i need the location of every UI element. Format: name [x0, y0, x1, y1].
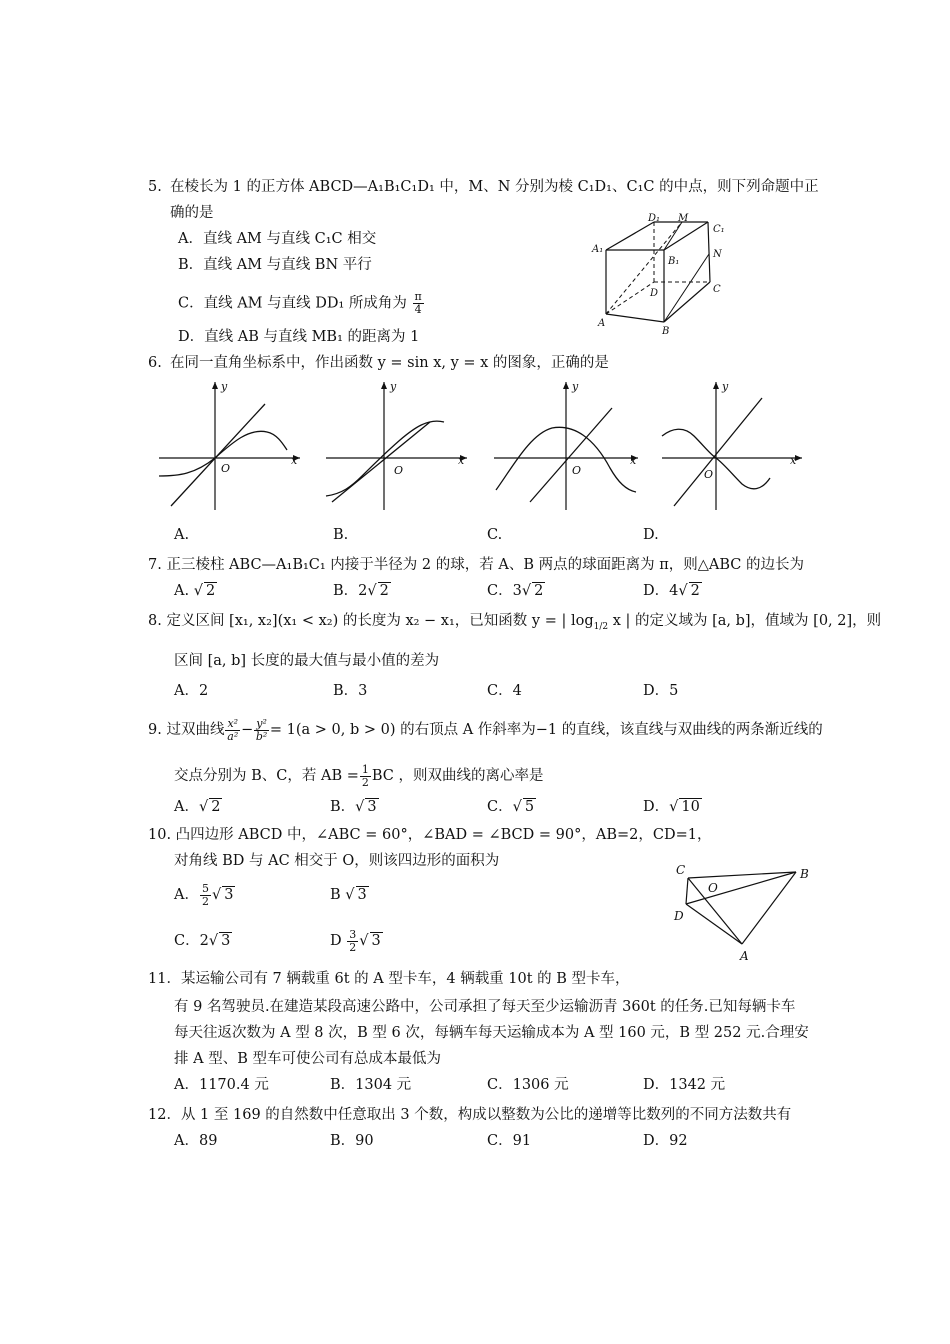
origin-label: O: [394, 464, 404, 477]
fraction: $\frac{\text{y²}}{\text{b²}}$: [255, 716, 268, 743]
q7-option-b: B．2√ 2: [333, 583, 389, 599]
pi-over-4: $\frac{\pi}{4}$: [414, 290, 422, 316]
q6-option-b: B.: [333, 527, 349, 543]
q5-number: 5.: [148, 179, 162, 195]
q9-stem-line1: 9. 过双曲线 $\frac{\text{x²}}{\text{a²}}$ − $\frac{\text{y²}}{\text{b²}}$ = 1(a > 0, b > 0) 的右顶点 A 作斜率为−1 的直线，该直线与双曲线的两条渐近线的: [148, 716, 823, 743]
y-axis-label: y: [390, 380, 397, 393]
x-axis-label: x: [630, 454, 637, 467]
origin-label: O: [221, 462, 231, 475]
fraction: $\frac{\text{x²}}{\text{a²}}$: [227, 716, 239, 743]
cube-label: A₁: [592, 244, 604, 255]
radicand: 3: [371, 933, 381, 949]
cube-label: D₁: [648, 213, 661, 224]
quadrilateral-figure: [668, 858, 818, 968]
q11-stem-line1: 11．某运输公司有 7 辆载重 6t 的 A 型卡车，4 辆载重 10t 的 B 型卡车，: [148, 971, 630, 987]
q9-stem-line2: 交点分别为 B、C，若 AB = $\frac{1}{2}$ BC ，则双曲线的离心率是: [174, 762, 544, 789]
q10-stem-line1: 10. 凸四边形 ABCD 中，∠ABC = 60°，∠BAD = ∠BCD = 90°，AB=2，CD=1，: [148, 827, 712, 843]
q8-option-d: D．5: [643, 683, 679, 699]
q10-option-c: C．2√ 3: [174, 933, 231, 949]
radicand: 3: [224, 887, 234, 903]
graph-d: [658, 378, 808, 514]
cube-label: N: [713, 249, 722, 260]
y-axis-label: y: [221, 380, 228, 393]
q11-stem-line2: 有 9 名驾驶员.在建造某段高速公路中，公司承担了每天至少运输沥青 360t 的任务.已知每辆卡车: [174, 999, 796, 1015]
q12-option-c: C．91: [487, 1133, 532, 1149]
q7-option-a: A. √ 2: [174, 583, 216, 599]
x-axis-label: x: [291, 454, 298, 467]
graph-b: [322, 378, 472, 514]
cube-label: C₁: [713, 224, 725, 235]
q8-option-c: C．4: [487, 683, 522, 699]
cube-label: A: [598, 318, 606, 329]
q10-stem-line2: 对角线 BD 与 AC 相交于 O，则该四边形的面积为: [174, 853, 500, 869]
radicand: 3: [221, 933, 231, 949]
q11-stem-line4: 排 A 型、B 型车可使公司有总成本最低为: [174, 1051, 441, 1067]
fraction: $\frac{5}{2}$: [201, 881, 209, 908]
q12-stem: 12．从 1 至 169 的自然数中任意取出 3 个数，构成以整数为公比的递增等比数列的不同方法数共有: [148, 1107, 792, 1123]
one-half: $\frac{1}{2}$: [361, 762, 369, 789]
quad-label: A: [740, 949, 749, 963]
q7-option-c: C．3√ 2: [487, 583, 544, 599]
q7-stem: 7. 正三棱柱 ABC—A₁B₁C₁ 内接于半径为 2 的球，若 A、B 两点的球面距离为 π，则△ABC 的边长为: [148, 557, 804, 573]
q5-stem-line2: 确的是: [170, 205, 214, 221]
q7-option-d: D．4√ 2: [643, 583, 700, 599]
radicand: 2: [205, 583, 216, 599]
q6-option-c: C.: [487, 527, 503, 543]
y-axis-label: y: [722, 380, 729, 393]
q11-option-c: C．1306 元: [487, 1077, 569, 1093]
cube-label: B: [662, 326, 670, 337]
q11-option-a: A．1170.4 元: [174, 1077, 269, 1093]
q10-option-d: D $\frac{3}{2}$ √ 3: [330, 927, 381, 954]
q6-stem: 在同一直角坐标系中，作出函数 y = sin x, y = x 的图象，正确的是: [170, 355, 609, 371]
q11-option-d: D．1342 元: [643, 1077, 726, 1093]
graph-c: [490, 378, 642, 514]
radicand: 2: [690, 583, 700, 599]
origin-label: O: [572, 464, 582, 477]
fraction: $\frac{3}{2}$: [349, 927, 357, 954]
q11-stem-line3: 每天往返次数为 A 型 8 次，B 型 6 次，每辆车每天运输成本为 A 型 160 元，B 型 252 元.合理安: [174, 1025, 809, 1041]
origin-label: O: [704, 468, 714, 481]
q8-option-b: B．3: [333, 683, 368, 699]
q9-option-a: A．√ 2: [174, 799, 221, 815]
quad-label: B: [800, 867, 809, 881]
quad-label: O: [708, 881, 718, 895]
x-axis-label: x: [458, 454, 465, 467]
q8-stem-line2: 区间 [a, b] 长度的最大值与最小值的差为: [174, 653, 440, 669]
q5-option-a: A．直线 AM 与直线 C₁C 相交: [178, 231, 377, 247]
q9-option-b: B．√ 3: [330, 799, 377, 815]
q10-option-b: B √ 3: [330, 887, 367, 903]
q12-option-a: A．89: [174, 1133, 218, 1149]
q12-option-b: B．90: [330, 1133, 374, 1149]
radicand: 5: [524, 799, 535, 815]
q5-option-c: [178, 291, 425, 316]
cube-label: C: [713, 284, 721, 295]
radicand: 2: [379, 583, 389, 599]
q5-option-b: B．直线 AM 与直线 BN 平行: [178, 257, 372, 273]
cube-label: D: [650, 288, 659, 299]
radicand: 3: [367, 799, 377, 815]
q8-option-a: A．2: [174, 683, 209, 699]
q6-option-d: D.: [643, 527, 659, 543]
q6-number: 6.: [148, 355, 162, 371]
cube-label: M: [678, 213, 689, 224]
q5-stem-line1: 在棱长为 1 的正方体 ABCD—A₁B₁C₁D₁ 中，M、N 分别为棱 C₁D₁、C₁C 的中点，则下列命题中正: [170, 179, 819, 195]
radicand: 2: [534, 583, 544, 599]
q6-option-a: A.: [174, 527, 190, 543]
radicand: 2: [211, 799, 221, 815]
q9-option-c: C．√ 5: [487, 799, 535, 815]
cube-figure: [590, 212, 740, 342]
q10-option-a: A． $\frac{5}{2}$ √ 3: [174, 881, 234, 908]
cube-label: B₁: [668, 256, 680, 267]
radicand: 10: [681, 799, 700, 815]
radicand: 3: [357, 887, 367, 903]
q5-option-d: D．直线 AB 与直线 MB₁ 的距离为 1: [178, 329, 420, 345]
q12-option-d: D．92: [643, 1133, 688, 1149]
graph-a: [155, 378, 305, 514]
x-axis-label: x: [790, 454, 797, 467]
q8-stem-line1: 8. 定义区间 [x₁, x₂](x₁ < x₂) 的长度为 x₂ − x₁，已知函数 y = | $\log_{1/2} x$ | 的定义域为 [a, b]，值域为 [0, 2]，则: [148, 613, 882, 632]
quad-label: C: [676, 863, 686, 877]
q5-option-c-text: C．直线 AM 与直线 DD₁ 所成角为: [178, 295, 407, 312]
q11-option-b: B．1304 元: [330, 1077, 412, 1093]
y-axis-label: y: [572, 380, 579, 393]
q9-option-d: D．√ 10: [643, 799, 700, 815]
quad-label: D: [674, 909, 684, 923]
